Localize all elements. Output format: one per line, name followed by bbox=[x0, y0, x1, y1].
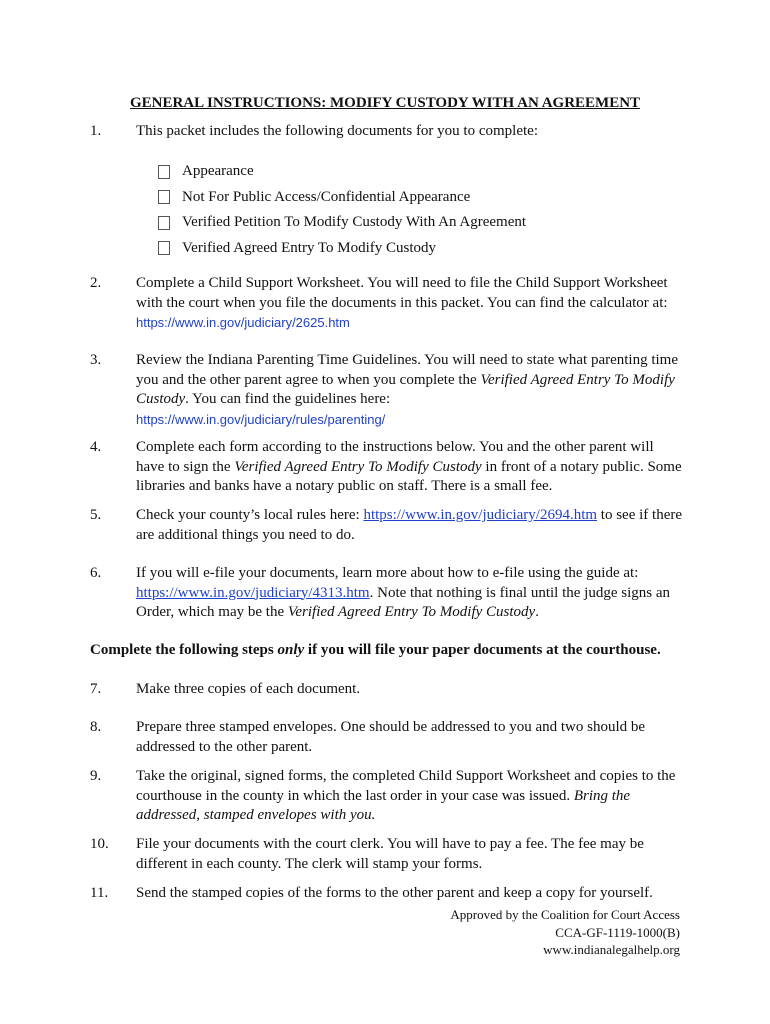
instruction-11 bbox=[90, 884, 690, 904]
item-text: Make three copies of each document. bbox=[136, 681, 361, 697]
instruction-1 bbox=[90, 122, 690, 142]
item-text: Prepare three stamped envelopes. One should be addressed to you and two should be addressed to the other parent. bbox=[136, 719, 646, 755]
item-text: This packet includes the following documents for you to complete: bbox=[136, 123, 538, 139]
item-number: 1. bbox=[90, 123, 102, 139]
item-text: Check your county’s local rules here: https://www.in.gov/judiciary/2694.htm to see if there are additional things you need to do. bbox=[136, 507, 683, 543]
footer-approval: Approved by the Coalition for Court Access bbox=[450, 907, 680, 922]
instruction-5 bbox=[90, 506, 690, 545]
instruction-6 bbox=[90, 564, 690, 623]
local-rules-link[interactable]: https://www.in.gov/judiciary/2694.htm bbox=[363, 507, 598, 523]
instruction-10 bbox=[90, 835, 690, 874]
item-number: 9. bbox=[90, 768, 102, 784]
guidelines-link[interactable]: https://www.in.gov/judiciary/rules/parenting/ bbox=[136, 411, 386, 427]
efile-guide-link[interactable]: https://www.in.gov/judiciary/4313.htm bbox=[136, 584, 370, 601]
footer-website: www.indianalegalhelp.org bbox=[543, 942, 680, 957]
item-number: 8. bbox=[90, 719, 102, 735]
item-number: 6. bbox=[90, 565, 102, 581]
instruction-2 bbox=[90, 274, 690, 334]
item-text: Take the original, signed forms, the completed Child Support Worksheet and copies to the courthouse in the county in which the last order in your case was issued. Bring the addressed, stamped envelopes with you. bbox=[136, 768, 676, 823]
item-text: Send the stamped copies of the forms to the other parent and keep a copy for yourself. bbox=[136, 885, 653, 901]
item-number: 5. bbox=[90, 507, 102, 523]
item-number: 10. bbox=[90, 836, 109, 852]
item-text: If you will e-file your documents, learn more about how to e-file using the guide at: https://www.in.gov/judiciary/4313.htm. Note that nothing is final until the judge signs an Order, which may be the Verified Agreed Entry To Modify Custody. bbox=[136, 565, 670, 620]
item-text: Review the Indiana Parenting Time Guidelines. You will need to state what parenting time you and the other parent agree to when you complete the Verified Agreed Entry To Modify Custody. You can find the guidelines here: https://www.in.gov/judiciary/rules/parenting/ bbox=[136, 352, 678, 427]
form-footer bbox=[450, 906, 680, 959]
checkbox-icon[interactable] bbox=[158, 190, 170, 204]
instruction-7 bbox=[90, 680, 690, 700]
item-number: 4. bbox=[90, 439, 102, 455]
checklist-item[interactable]: Verified Agreed Entry To Modify Custody bbox=[158, 236, 526, 262]
instruction-3 bbox=[90, 351, 690, 430]
document-checklist bbox=[158, 159, 526, 261]
checkbox-icon[interactable] bbox=[158, 241, 170, 255]
item-text: Complete each form according to the instructions below. You and the other parent will have to sign the Verified Agreed Entry To Modify Custody in front of a notary public. Some libraries and banks have a notary public on staff. There is a small fee. bbox=[136, 439, 682, 494]
checklist-item[interactable]: Appearance bbox=[158, 159, 526, 185]
checkbox-icon[interactable] bbox=[158, 216, 170, 230]
item-number: 7. bbox=[90, 681, 102, 697]
instruction-8 bbox=[90, 718, 690, 757]
checklist-item[interactable]: Verified Petition To Modify Custody With An Agreement bbox=[158, 210, 526, 236]
paper-filing-subheading: Complete the following steps only if you will file your paper documents at the courthouse. bbox=[90, 642, 661, 658]
instruction-4 bbox=[90, 438, 690, 497]
item-text: Complete a Child Support Worksheet. You will need to file the Child Support Worksheet with the court when you file the documents in this packet. You can find the calculator at: https://www.in.gov/judiciary/2625.htm bbox=[136, 275, 668, 330]
checklist-item[interactable]: Not For Public Access/Confidential Appearance bbox=[158, 185, 526, 211]
instruction-9 bbox=[90, 767, 690, 826]
item-number: 2. bbox=[90, 275, 102, 291]
item-number: 3. bbox=[90, 352, 102, 368]
item-number: 11. bbox=[90, 885, 109, 901]
item-text: File your documents with the court clerk. You will have to pay a fee. The fee may be different in each county. The clerk will stamp your forms. bbox=[136, 836, 644, 872]
page-title: GENERAL INSTRUCTIONS: MODIFY CUSTODY WITH AN AGREEMENT bbox=[129, 95, 641, 111]
calculator-link[interactable]: https://www.in.gov/judiciary/2625.htm bbox=[136, 315, 350, 330]
checkbox-icon[interactable] bbox=[158, 165, 170, 179]
footer-form-id: CCA-GF-1119-1000(B) bbox=[555, 924, 680, 940]
